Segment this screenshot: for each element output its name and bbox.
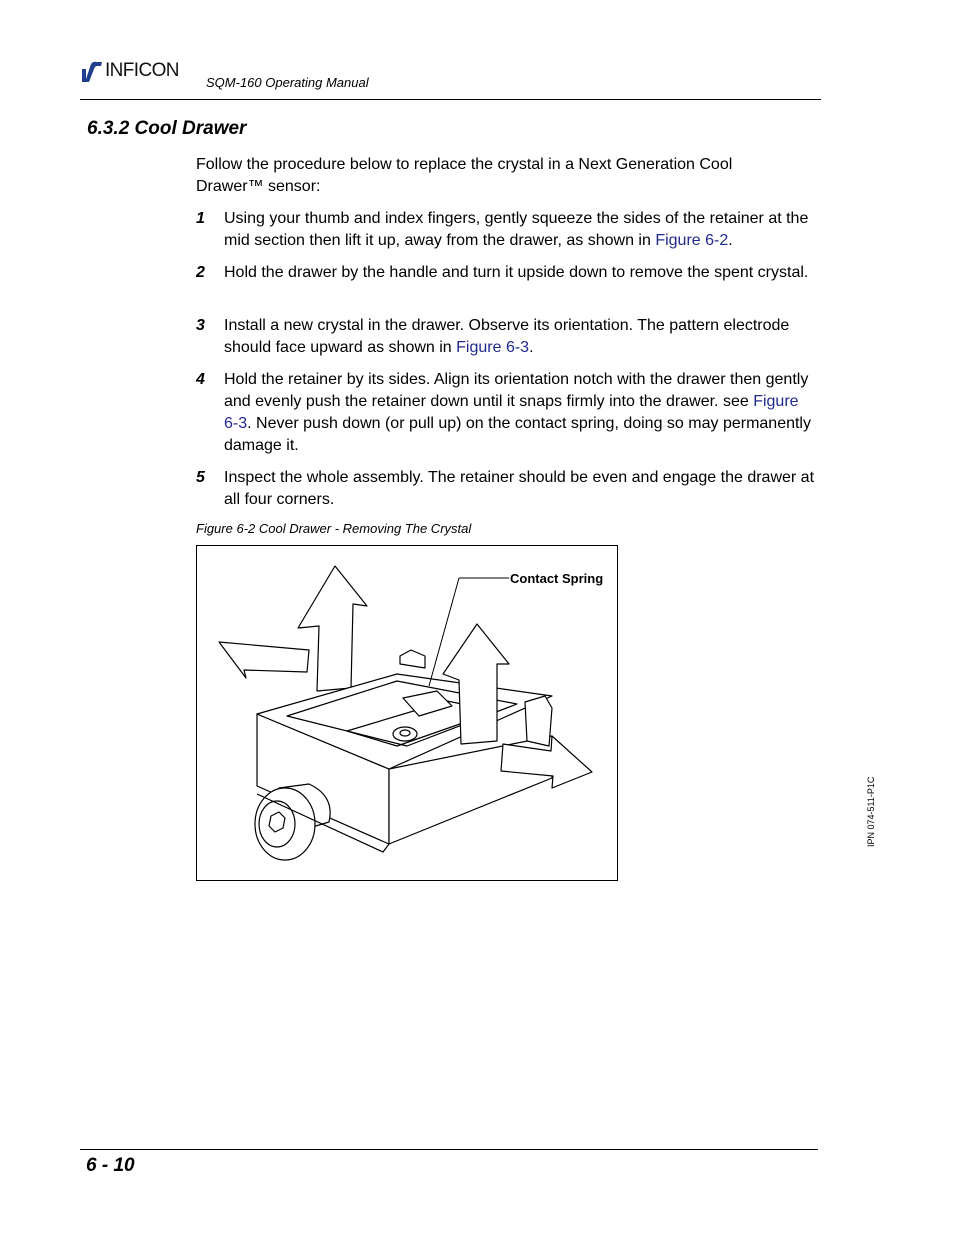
figure-link[interactable]: Figure 6-3 [456, 339, 530, 356]
inficon-logo-mark [82, 60, 104, 84]
figure-caption: Figure 6-2 Cool Drawer - Removing The Crystal [196, 521, 472, 536]
step-text: Hold the drawer by the handle and turn it upside down to remove the spent crystal. [224, 264, 809, 281]
step-number: 1 [196, 210, 205, 227]
figure-link[interactable]: Figure 6-2 [655, 232, 729, 249]
step-text: Install a new crystal in the drawer. Observe its orientation. The pattern electrode should face upward as shown in Figure 6-3. [224, 317, 790, 356]
step-number: 5 [196, 469, 205, 486]
step-number: 2 [196, 264, 205, 281]
ipn-code: IPN 074-511-P1C [866, 776, 876, 847]
cool-drawer-illustration [197, 546, 617, 880]
step-text: Hold the retainer by its sides. Align its orientation notch with the drawer then gently and evenly push the retainer down until it snaps firmly into the drawer. see Figure 6-3. Never push down (or pull up) on the contact spring, doing so may permanently damage it. [224, 371, 811, 454]
manual-title: SQM-160 Operating Manual [206, 75, 369, 90]
step-text: Using your thumb and index fingers, gently squeeze the sides of the retainer at the mid section then lift it up, away from the drawer, as shown in Figure 6-2. [224, 210, 809, 249]
contact-spring-callout: Contact Spring [510, 571, 604, 586]
page-number: 6 - 10 [86, 1155, 135, 1176]
step-text: Inspect the whole assembly. The retainer should be even and engage the drawer at all four corners. [224, 469, 815, 508]
figure-link[interactable]: Figure 6-3 [224, 393, 799, 432]
figure-frame [196, 545, 618, 881]
logo-text: INFICON [105, 60, 179, 81]
step-number: 3 [196, 317, 205, 334]
section-heading: 6.3.2 Cool Drawer [87, 118, 247, 139]
footer-rule [80, 1149, 818, 1150]
step-number: 4 [196, 371, 205, 388]
inficon-logo [82, 60, 197, 84]
header-rule [80, 99, 821, 100]
intro-paragraph: Follow the procedure below to replace the crystal in a Next Generation Cool Drawer™ sensor: [196, 156, 733, 195]
